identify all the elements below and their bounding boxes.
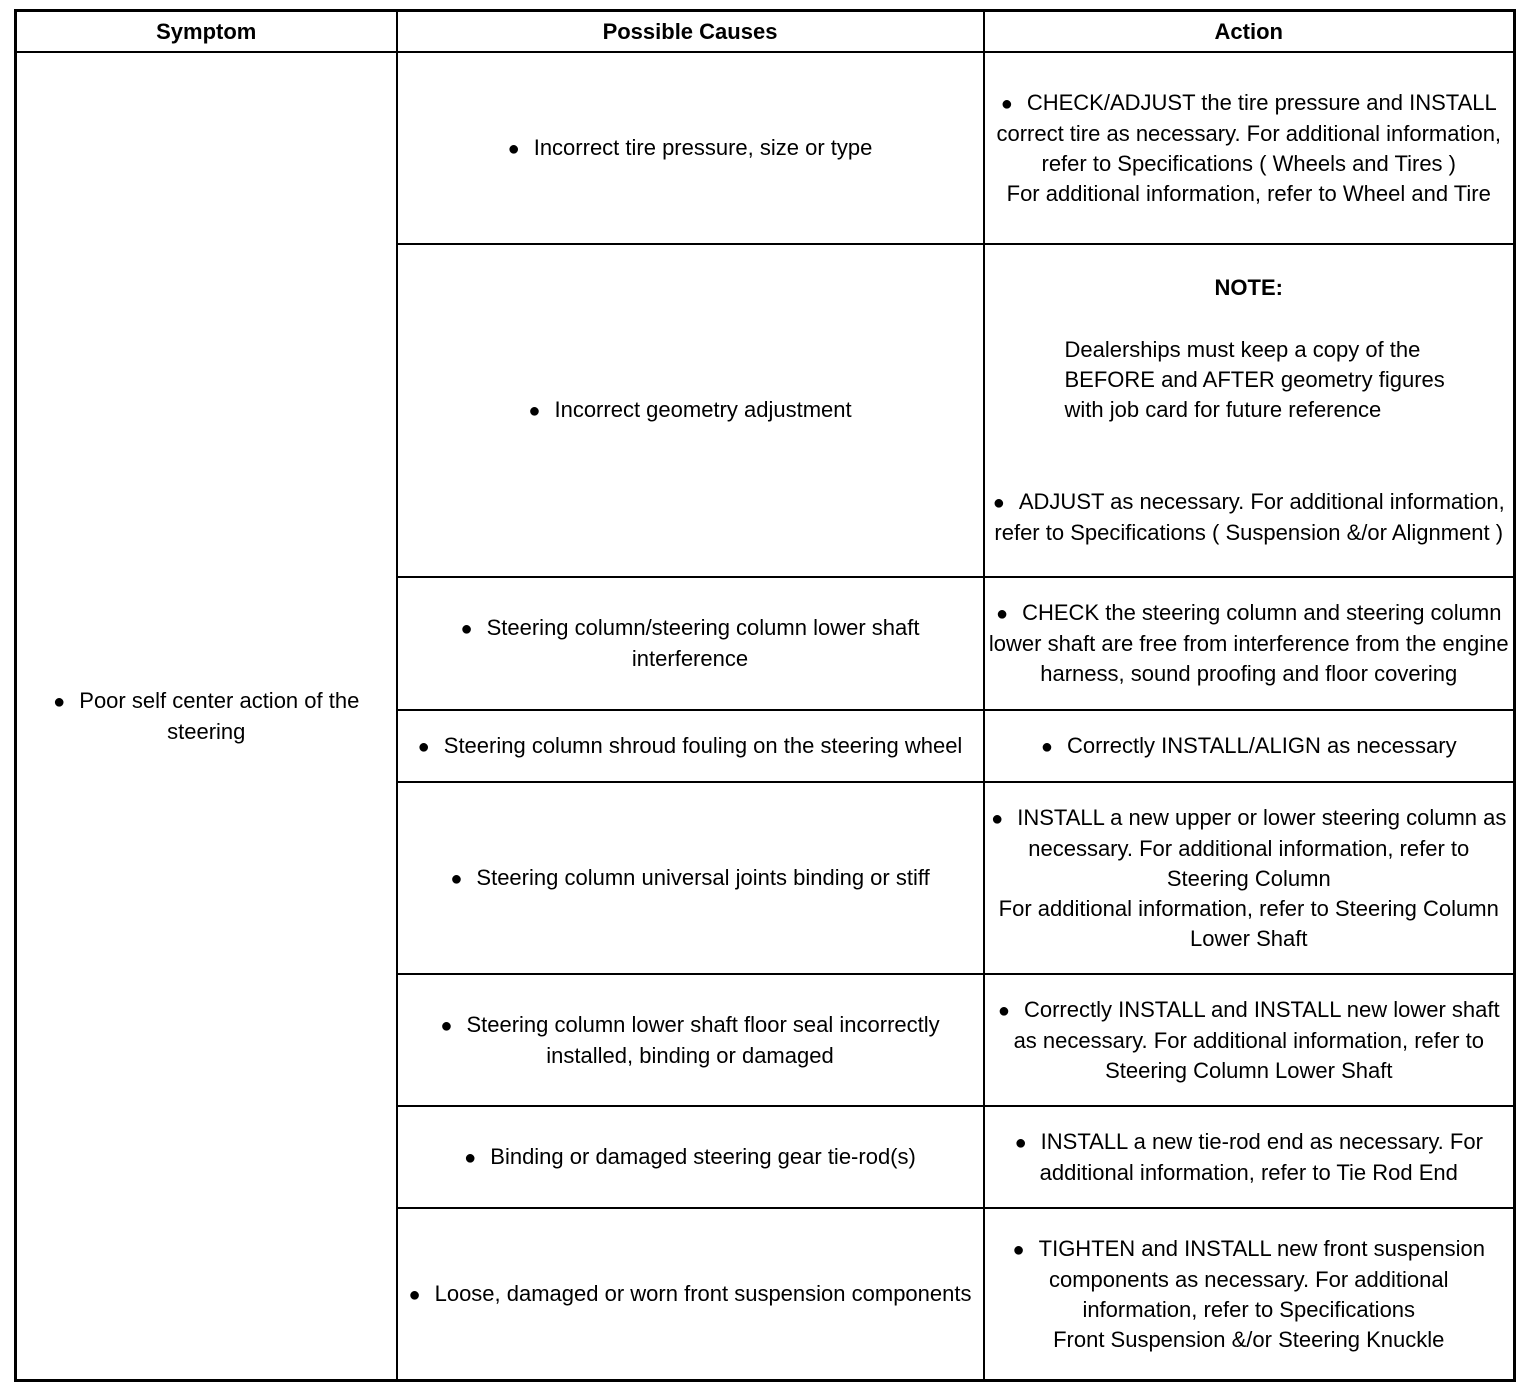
bullet-icon [508,135,534,160]
bullet-icon [998,997,1024,1022]
action-text: INSTALL a new upper or lower steering column as necessary. For additional information, refer to Steering Column [1017,804,1507,891]
cause-text: Loose, damaged or worn front suspension components [434,1280,972,1306]
cause-text: Binding or damaged steering gear tie-rod(s) [490,1143,916,1169]
bullet-icon [528,397,554,422]
bullet-icon [1013,1236,1039,1261]
bullet-icon [53,688,79,713]
cause-cell [397,52,984,244]
note-text: Dealerships must keep a copy of the BEFORE and AFTER geometry figures with job card for future reference [1064,337,1445,423]
bullet-icon [450,865,476,890]
note-heading: NOTE: [1214,275,1283,301]
bullet-icon [1015,1129,1041,1154]
action-cell [984,710,1515,782]
action-cell [984,782,1515,974]
bullet-icon [464,1144,490,1169]
action-cell [984,1208,1515,1380]
action-cell [984,244,1515,577]
action-text: Correctly INSTALL and INSTALL new lower shaft as necessary. For additional information, refer to Steering Column Lower Shaft [1013,996,1500,1083]
bullet-icon [461,615,487,640]
action-extra-text: For additional information, refer to Steering Column Lower Shaft [998,895,1499,951]
cause-text: Incorrect tire pressure, size or type [533,134,873,160]
action-cell [984,1106,1515,1208]
header-possible-causes: Possible Causes [397,11,984,53]
table-row [16,52,1515,244]
cause-cell [397,1106,984,1208]
bullet-icon [1001,90,1027,115]
bullet-icon [991,805,1017,830]
cause-text: Steering column/steering column lower shaft interference [486,615,920,672]
bullet-icon [409,1281,435,1306]
action-cell [984,52,1515,244]
bullet-icon [440,1012,466,1037]
action-cell [984,577,1515,710]
cause-text: Steering column shroud fouling on the steering wheel [443,732,963,758]
header-action: Action [984,11,1515,53]
cause-text: Steering column universal joints binding or stiff [476,864,930,890]
action-text: CHECK the steering column and steering column lower shaft are free from interference from the engine harness, sound proofing and floor covering [988,600,1509,687]
symptom-cell [16,52,397,1381]
action-text: INSTALL a new tie-rod end as necessary. For additional information, refer to Tie Rod End [1039,1128,1483,1185]
cause-cell [397,710,984,782]
bullet-icon [418,733,444,758]
action-extra-text: For additional information, refer to Wheel and Tire [1006,180,1491,206]
action-cell [984,974,1515,1106]
cause-cell [397,974,984,1106]
cause-cell [397,782,984,974]
cause-text: Steering column lower shaft floor seal incorrectly installed, binding or damaged [466,1011,940,1068]
bullet-icon [1041,733,1067,758]
cause-text: Incorrect geometry adjustment [554,397,852,423]
bullet-icon [996,600,1022,625]
action-text: ADJUST as necessary. For additional information, refer to Specifications ( Suspension &/or Alignment ) [994,489,1505,546]
diagnosis-table [14,9,1516,1382]
cause-cell [397,1208,984,1380]
cause-cell [397,244,984,577]
action-text: Correctly INSTALL/ALIGN as necessary [1066,732,1457,758]
header-symptom: Symptom [16,11,397,53]
header-row [16,11,1515,53]
bullet-icon [993,489,1019,514]
action-text: TIGHTEN and INSTALL new front suspension components as necessary. For additional information, refer to Specifications [1038,1235,1485,1322]
cause-cell [397,577,984,710]
action-extra-text: Front Suspension &/or Steering Knuckle [1053,1326,1445,1352]
action-text: CHECK/ADJUST the tire pressure and INSTALL correct tire as necessary. For additional information, refer to Specifications ( Wheels and Tires ) [996,89,1502,176]
symptom-text: Poor self center action of the steering [79,687,360,744]
